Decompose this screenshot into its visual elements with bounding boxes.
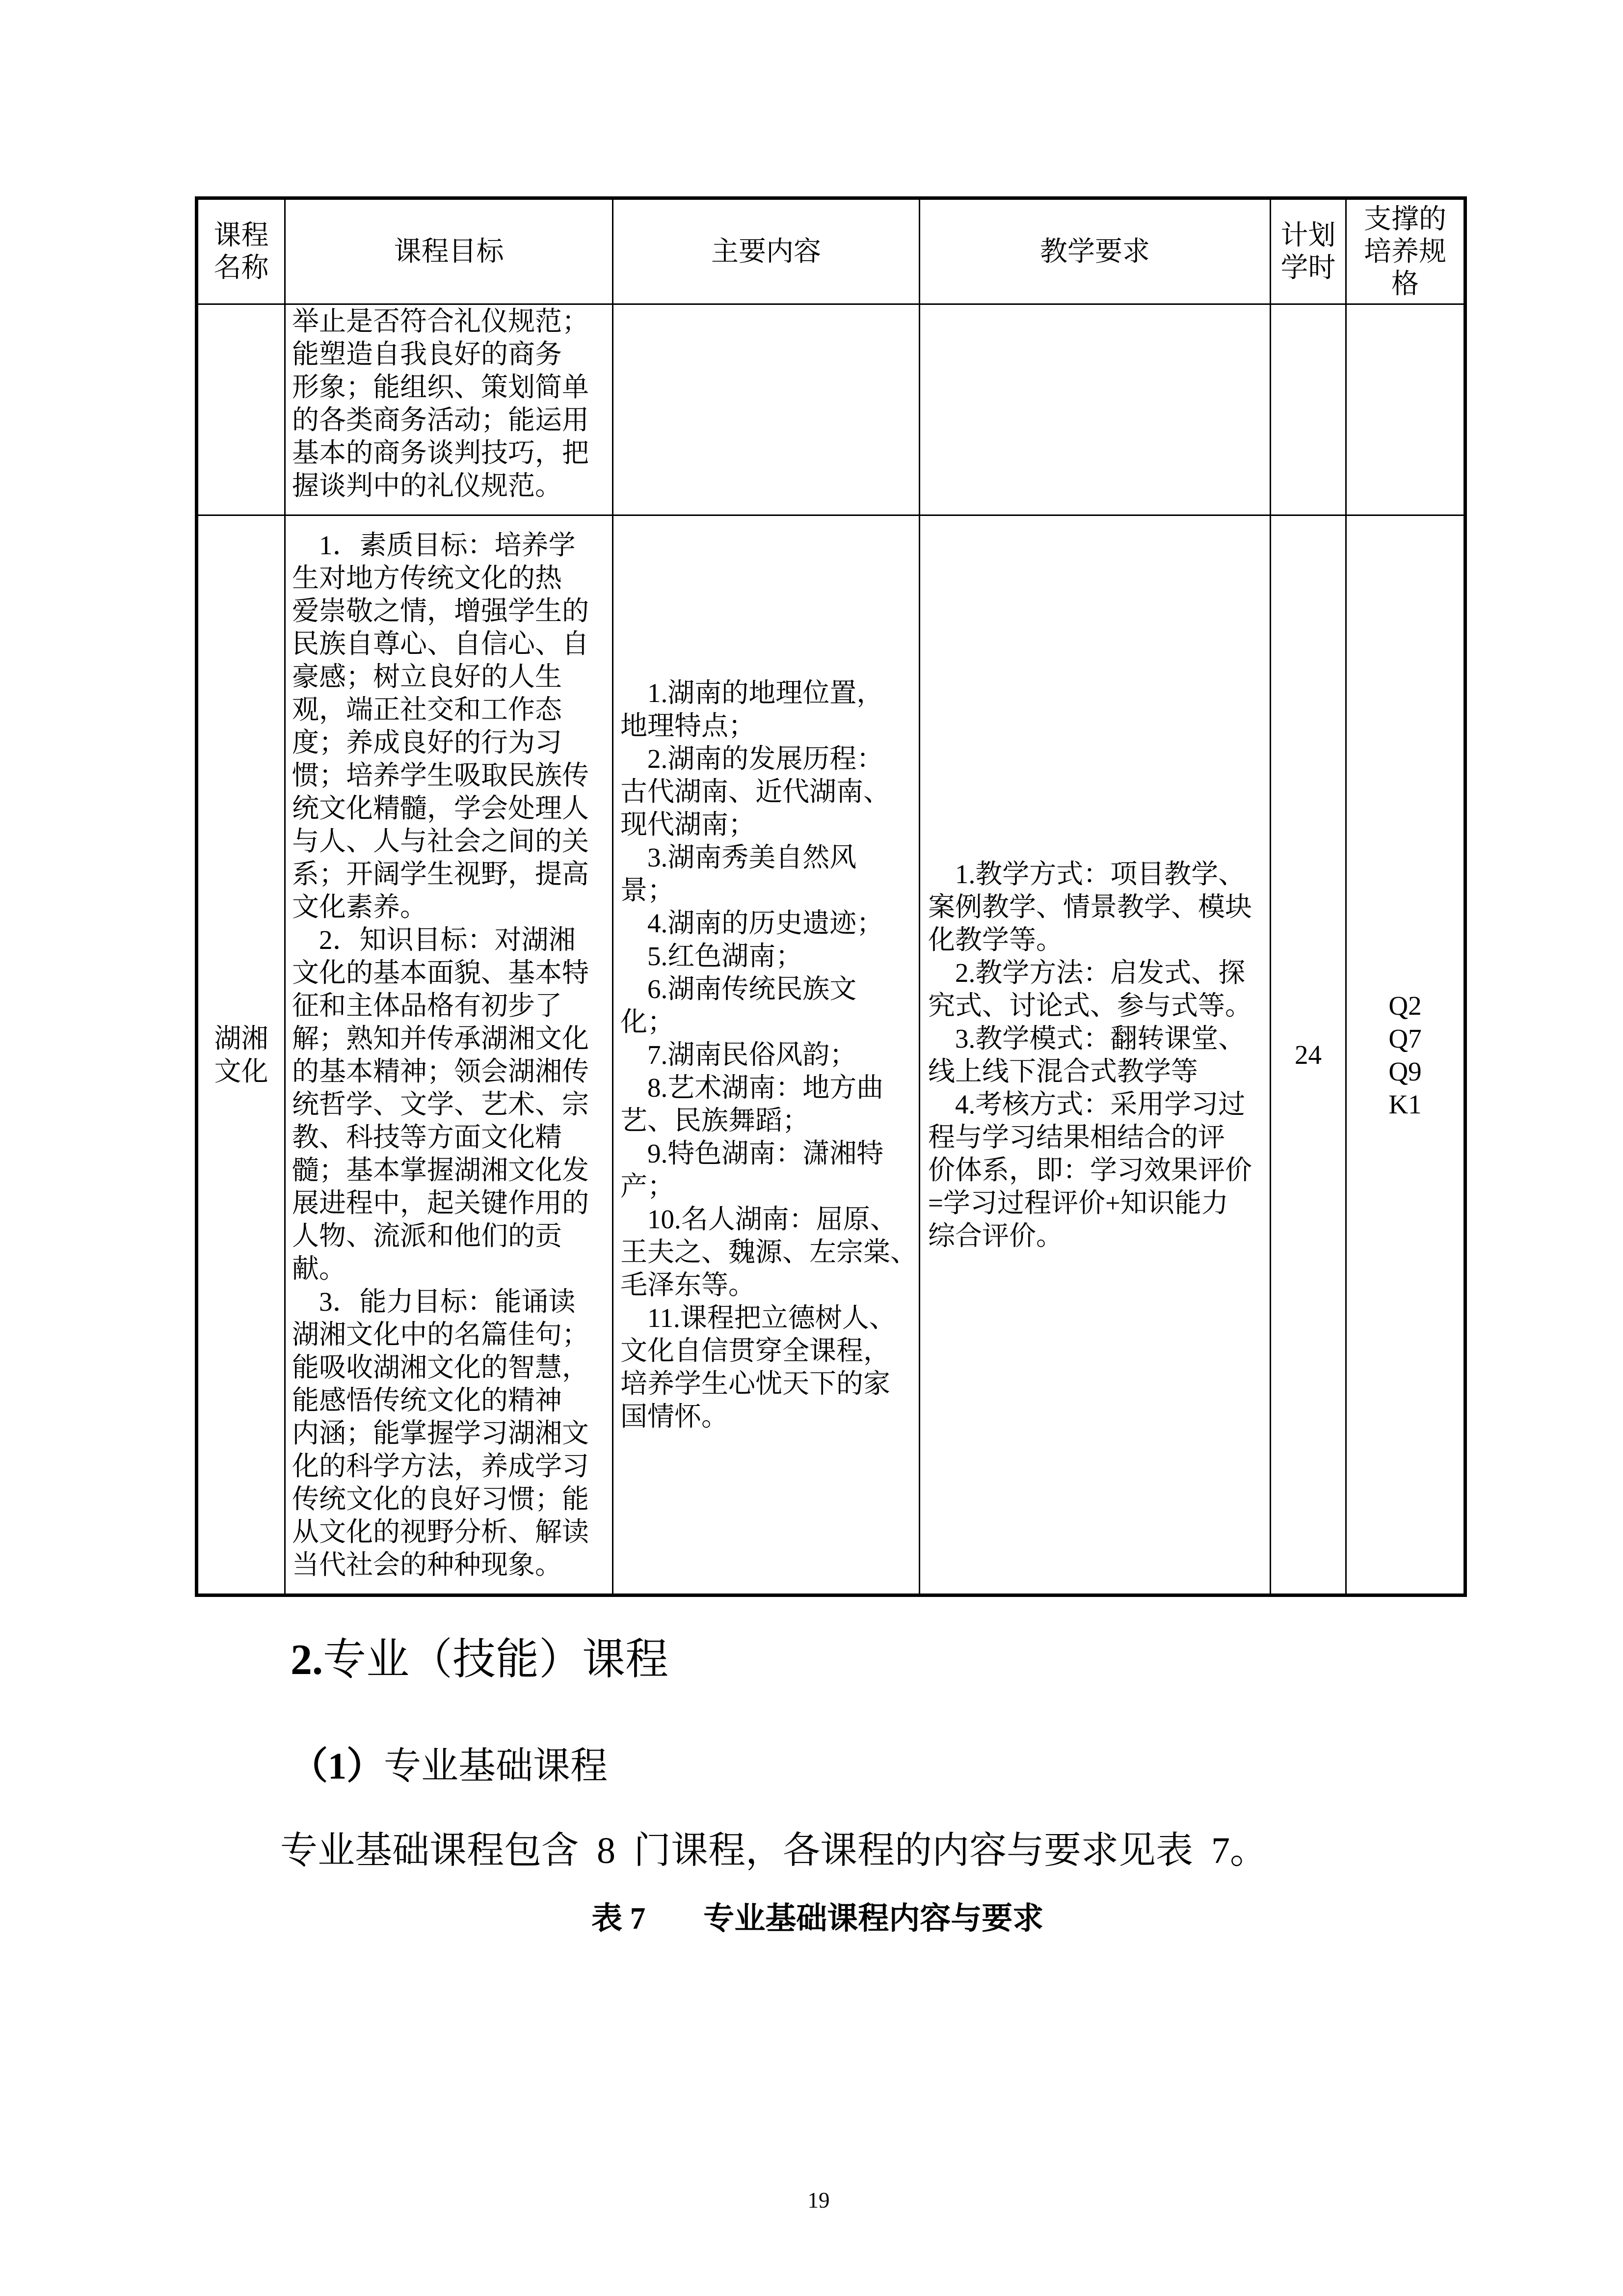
subsection-heading-title: 专业基础课程 (384, 1746, 608, 1787)
cell-objectives (285, 304, 613, 515)
content-item: 10.名人湖南：屈原、 王夫之、魏源、左宗棠、 毛泽东等。 (620, 1204, 918, 1300)
cell-course-name (197, 304, 285, 515)
cell-objectives (285, 515, 613, 1595)
table-header-row (197, 198, 1465, 304)
cell-content (613, 515, 920, 1595)
objective-knowledge: 2．知识目标：对湖湘 文化的基本面貌、基本特 征和主体品格有初步了 解；熟知并传承湖湘文化 的基本精神；领会湖湘传 统哲学、文学、艺术、宗 教、科技等方面文化精 髓；基本掌握湖湘文化发 展进程中，起关键作用的 人物、流派和他们的贡 献。 (292, 924, 589, 1284)
content-item: 9.特色湖南：潇湘特 产； (620, 1138, 884, 1201)
table-row (197, 304, 1465, 515)
content-item: 1.湖南的地理位置， 地理特点； (620, 678, 884, 741)
header-specs: 支撑的 培养规 格 (1346, 198, 1465, 304)
page-number: 19 (807, 2188, 830, 2213)
cell-hours: 24 (1271, 515, 1346, 1595)
section-heading (291, 1637, 668, 1684)
cell-course-name: 湖湘 文化 (197, 515, 285, 1595)
cell-requirements (920, 304, 1271, 515)
content-item: 11.课程把立德树人、 文化自信贯穿全课程， 培养学生心忧天下的家 国情怀。 (620, 1303, 896, 1432)
content-item: 4.湖南的历史遗迹； (647, 908, 884, 938)
content-item: 7.湖南民俗风韵； (647, 1040, 857, 1070)
header-course-name: 课程 名称 (197, 198, 285, 304)
header-hours: 计划 学时 (1271, 198, 1346, 304)
requirement-item: 3.教学模式：翻转课堂、 线上线下混合式教学等 (928, 1023, 1246, 1086)
objective-quality: 1．素质目标：培养学 生对地方传统文化的热 爱崇敬之情，增强学生的 民族自尊心、自信心、自 豪感；树立良好的人生 观，端正社交和工作态 度；养成良好的行为习 惯；培养学生吸取民族传 统文化精髓，学会处理人 与人、人与社会之间的关 系；开阔学生视野，提高 文化素养。 (292, 530, 589, 922)
cell-content (613, 304, 920, 515)
cell-specs (1346, 515, 1465, 1595)
spec-code: Q7 (1388, 1023, 1422, 1053)
subsection-heading (291, 1747, 608, 1786)
table-caption (591, 1903, 1043, 1934)
content-item: 5.红色湖南； (647, 941, 803, 971)
subsection-heading-number: （1） (291, 1746, 384, 1787)
table-caption-label: 表 7 (591, 1901, 646, 1936)
section-heading-number: 2. (291, 1636, 323, 1684)
cell-hours (1271, 304, 1346, 515)
body-paragraph: 专业基础课程包含 8 门课程，各课程的内容与要求见表 7。 (280, 1830, 1267, 1871)
objective-ability: 3．能力目标：能诵读 湖湘文化中的名篇佳句； 能吸收湖湘文化的智慧， 能感悟传统文化的精神 内涵；能掌握学习湖湘文 化的科学方法，养成学习 传统文化的良好习惯；能 从文化的视野分析、解读 当代社会的种种现象。 (292, 1286, 589, 1580)
spec-code: Q9 (1388, 1056, 1422, 1086)
objectives-text: 举止是否符合礼仪规范； 能塑造自我良好的商务 形象；能组织、策划简单 的各类商务活动；能运用 基本的商务谈判技巧，把 握谈判中的礼仪规范。 (292, 306, 589, 501)
course-table (195, 196, 1467, 1597)
content-item: 3.湖南秀美自然风 景； (620, 842, 857, 905)
content-item: 2.湖南的发展历程： 古代湖南、近代湖南、 现代湖南； (620, 744, 891, 839)
section-heading-title: 专业（技能）课程 (323, 1636, 669, 1684)
table-row (197, 515, 1465, 1595)
header-requirements: 教学要求 (920, 198, 1271, 304)
table-caption-title: 专业基础课程内容与要求 (703, 1901, 1044, 1936)
requirement-item: 4.考核方式：采用学习过 程与学习结果相结合的评 价体系，即：学习效果评价 =学习过程评价+知识能力 综合评价。 (928, 1089, 1252, 1251)
header-content: 主要内容 (613, 198, 920, 304)
requirement-item: 2.教学方法：启发式、探 究式、讨论式、参与式等。 (928, 957, 1252, 1021)
spec-code: Q2 (1388, 990, 1422, 1021)
spec-code: K1 (1388, 1089, 1422, 1119)
header-objectives: 课程目标 (285, 198, 613, 304)
content-item: 8.艺术湖南：地方曲 艺、民族舞蹈； (620, 1073, 884, 1135)
cell-requirements (920, 515, 1271, 1595)
cell-specs (1346, 304, 1465, 515)
requirement-item: 1.教学方式：项目教学、 案例教学、情景教学、模块 化教学等。 (928, 859, 1252, 955)
content-item: 6.湖南传统民族文 化； (620, 974, 857, 1037)
